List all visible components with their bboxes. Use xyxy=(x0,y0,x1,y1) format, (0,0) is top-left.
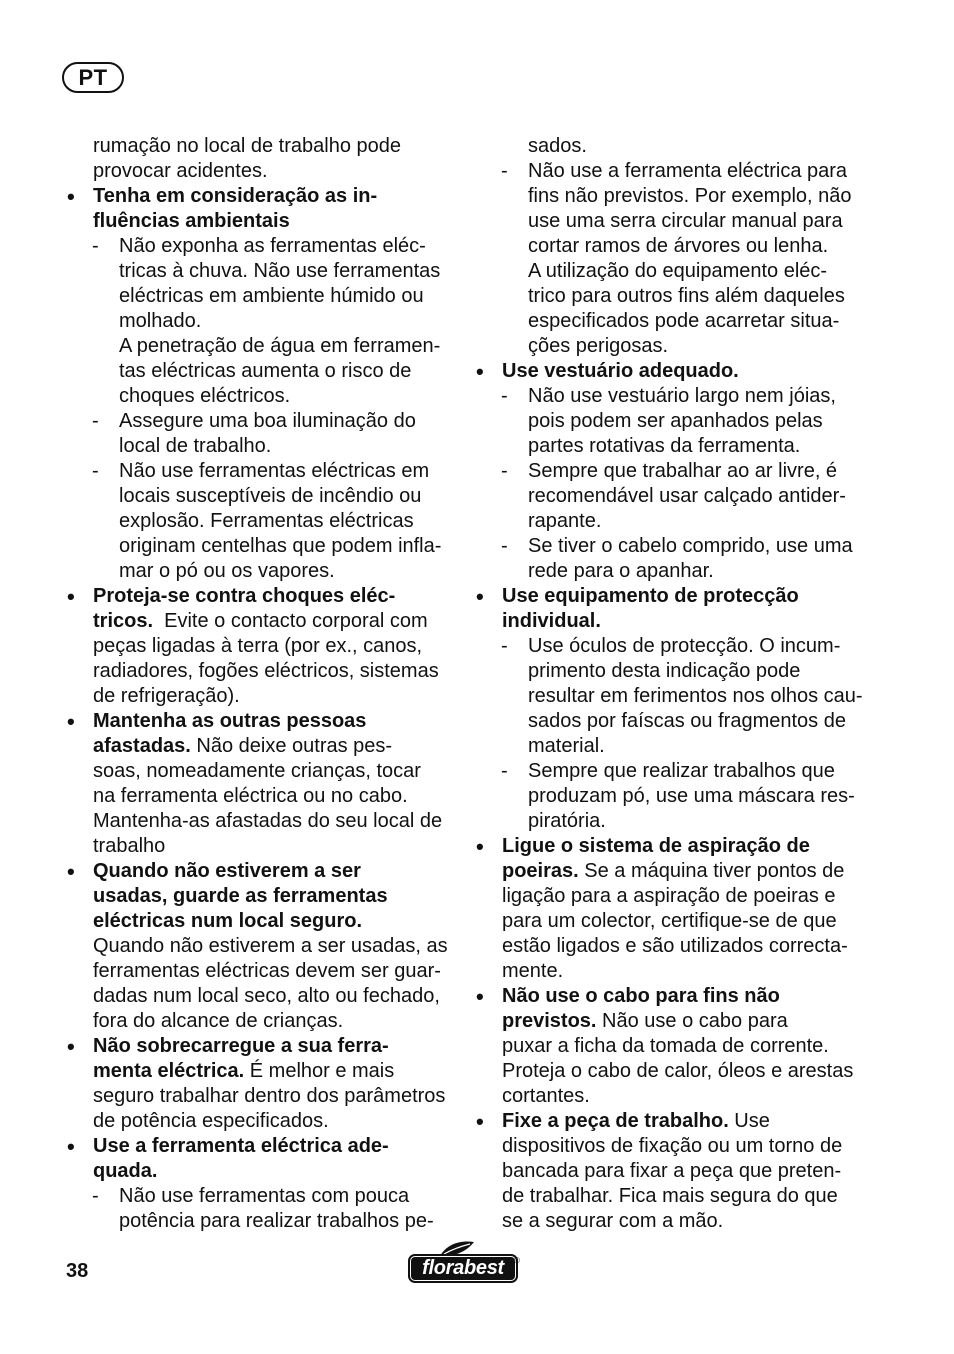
continued-sub-item xyxy=(502,134,862,159)
text-line: de potência especificados. xyxy=(93,1110,329,1132)
bullet-item xyxy=(67,184,453,234)
bold-text: menta eléctrica. xyxy=(93,1060,245,1082)
bullet-marker: • xyxy=(67,859,75,884)
bold-text: eléctricas num local seguro. xyxy=(93,910,362,932)
dash-marker: - xyxy=(501,160,508,182)
left-column xyxy=(67,134,453,1234)
text-line: locais susceptíveis de incêndio ou xyxy=(119,485,422,507)
bullet-marker: • xyxy=(67,1034,75,1059)
bullet-item xyxy=(476,359,862,384)
bold-text: Mantenha as outras pessoas xyxy=(93,710,367,732)
bullet-marker: • xyxy=(67,184,75,209)
text-line: Não exponha as ferramentas eléc- xyxy=(119,235,426,257)
bold-text: Não sobrecarregue a sua ferra- xyxy=(93,1035,389,1057)
text-line: Sempre que realizar trabalhos que xyxy=(528,760,835,782)
bullet-marker: • xyxy=(67,584,75,609)
text-line: primento desta indicação pode xyxy=(528,660,801,682)
bullet-marker: • xyxy=(476,834,484,859)
bold-text: individual. xyxy=(502,610,601,632)
text-line: fins não previstos. Por exemplo, não xyxy=(528,185,852,207)
page-number: 38 xyxy=(66,1260,89,1282)
text-line: rumação no local de trabalho pode xyxy=(93,135,401,157)
text-line xyxy=(93,184,453,209)
bold-text: Use vestuário adequado. xyxy=(502,360,739,382)
text-line: rede para o apanhar. xyxy=(528,560,714,582)
body-text: Não deixe outras pes- xyxy=(190,735,393,757)
florabest-logo xyxy=(406,1240,522,1286)
text-line: seguro trabalhar dentro dos parâmetros xyxy=(93,1085,446,1107)
text-line xyxy=(93,884,453,909)
bold-text: Ligue o sistema de aspiração de xyxy=(502,835,810,857)
right-column xyxy=(476,134,863,1234)
text-line xyxy=(502,1109,862,1134)
text-line xyxy=(93,1034,453,1059)
bullet-marker: • xyxy=(476,359,484,384)
dash-marker: - xyxy=(501,535,508,557)
text-line xyxy=(93,859,453,884)
text-line: Não use ferramentas eléctricas em xyxy=(119,460,430,482)
registered-mark: ® xyxy=(514,1256,520,1265)
text-line: local de trabalho. xyxy=(119,435,272,457)
text-line: tas eléctricas aumenta o risco de xyxy=(119,360,412,382)
text-line: trico para outros fins além daqueles xyxy=(528,285,845,307)
text-line: resultar em ferimentos nos olhos cau- xyxy=(528,685,863,707)
sub-item xyxy=(93,459,453,584)
text-line: peças ligadas à terra (por ex., canos, xyxy=(93,635,423,657)
text-line: Não use vestuário largo nem jóias, xyxy=(528,385,836,407)
text-line xyxy=(502,1009,862,1034)
sub-item xyxy=(93,234,453,409)
text-line xyxy=(502,359,862,384)
text-line xyxy=(93,1134,453,1159)
bold-text: poeiras. xyxy=(502,860,579,882)
text-line: recomendável usar calçado antider- xyxy=(528,485,846,507)
dash-marker: - xyxy=(501,385,508,407)
continued-paragraph xyxy=(93,134,453,184)
text-line: eléctricas em ambiente húmido ou xyxy=(119,285,424,307)
text-line: use uma serra circular manual para xyxy=(528,210,843,232)
text-line: piratória. xyxy=(528,810,606,832)
text-line xyxy=(502,609,862,634)
text-line: material. xyxy=(528,735,605,757)
dash-marker: - xyxy=(501,635,508,657)
bullet-item xyxy=(476,834,862,984)
language-badge: PT xyxy=(62,62,124,93)
bold-text: usadas, guarde as ferramentas xyxy=(93,885,388,907)
text-line: sados por faíscas ou fragmentos de xyxy=(528,710,846,732)
bold-text: Quando não estiverem a ser xyxy=(93,860,361,882)
text-line: produzam pó, use uma máscara res- xyxy=(528,785,855,807)
text-line: ligação para a aspiração de poeiras e xyxy=(502,885,836,907)
dash-marker: - xyxy=(92,235,99,257)
bullet-item xyxy=(67,584,453,709)
sub-item xyxy=(502,459,862,534)
dash-marker: - xyxy=(92,410,99,432)
dash-marker: - xyxy=(92,1185,99,1207)
bold-text: previstos. xyxy=(502,1010,597,1032)
bold-text: Use a ferramenta eléctrica ade- xyxy=(93,1135,389,1157)
text-line: radiadores, fogões eléctricos, sistemas xyxy=(93,660,439,682)
text-line xyxy=(93,609,453,634)
bold-text: Não use o cabo para fins não xyxy=(502,985,780,1007)
text-line: cortantes. xyxy=(502,1085,590,1107)
body-text: Use xyxy=(728,1110,770,1132)
text-line: provocar acidentes. xyxy=(93,160,268,182)
bold-text: tricos. xyxy=(93,610,154,632)
text-line xyxy=(93,1159,453,1184)
dash-marker: - xyxy=(501,760,508,782)
text-line: dadas num local seco, alto ou fechado, xyxy=(93,985,440,1007)
bullet-marker: • xyxy=(476,584,484,609)
text-line: Não use ferramentas com pouca xyxy=(119,1185,410,1207)
bullet-item xyxy=(476,984,862,1109)
sub-item xyxy=(502,384,862,459)
bold-text: Fixe a peça de trabalho. xyxy=(502,1110,729,1132)
text-line xyxy=(502,859,862,884)
text-line: se a segurar com a mão. xyxy=(502,1210,724,1232)
text-line: na ferramenta eléctrica ou no cabo. xyxy=(93,785,408,807)
text-line: mente. xyxy=(502,960,564,982)
text-line: originam centelhas que podem infla- xyxy=(119,535,442,557)
text-line xyxy=(93,909,453,934)
text-line: especificados pode acarretar situa- xyxy=(528,310,840,332)
text-line xyxy=(93,734,453,759)
bullet-marker: • xyxy=(476,1109,484,1134)
sub-item xyxy=(502,634,862,759)
text-line: para um colector, certifique-se de que xyxy=(502,910,837,932)
bullet-item xyxy=(67,1134,453,1184)
text-line: potência para realizar trabalhos pe- xyxy=(119,1210,434,1232)
text-line: dispositivos de fixação ou um torno de xyxy=(502,1135,843,1157)
text-line: mar o pó ou os vapores. xyxy=(119,560,335,582)
text-line: ções perigosas. xyxy=(528,335,669,357)
text-line xyxy=(502,834,862,859)
bullet-item xyxy=(67,709,453,859)
bullet-item xyxy=(67,859,453,1034)
text-line xyxy=(93,709,453,734)
text-line: Não use a ferramenta eléctrica para xyxy=(528,160,848,182)
text-line: ferramentas eléctricas devem ser guar- xyxy=(93,960,441,982)
text-line xyxy=(502,984,862,1009)
text-line: Mantenha-as afastadas do seu local de xyxy=(93,810,443,832)
text-line: sados. xyxy=(528,135,587,157)
dash-marker: - xyxy=(92,460,99,482)
bold-text: Proteja-se contra choques eléc- xyxy=(93,585,396,607)
bullet-item xyxy=(67,1034,453,1134)
text-line: de refrigeração). xyxy=(93,685,240,707)
text-line: Assegure uma boa iluminação do xyxy=(119,410,416,432)
text-line: explosão. Ferramentas eléctricas xyxy=(119,510,414,532)
text-line: pois podem ser apanhados pelas xyxy=(528,410,823,432)
text-line: tricas à chuva. Não use ferramentas xyxy=(119,260,441,282)
text-line: fora do alcance de crianças. xyxy=(93,1010,344,1032)
text-line: Sempre que trabalhar ao ar livre, é xyxy=(528,460,838,482)
sub-item xyxy=(502,759,862,834)
text-line: soas, nomeadamente crianças, tocar xyxy=(93,760,421,782)
logo-badge xyxy=(408,1254,518,1283)
text-line: rapante. xyxy=(528,510,602,532)
sub-item xyxy=(93,1184,453,1234)
bullet-marker: • xyxy=(67,1134,75,1159)
text-line: puxar a ficha da tomada de corrente. xyxy=(502,1035,829,1057)
body-text: É melhor e mais xyxy=(244,1060,395,1082)
text-line: estão ligados e são utilizados correcta- xyxy=(502,935,848,957)
bold-text: Tenha em consideração as in- xyxy=(93,185,378,207)
text-line: Use óculos de protecção. O incum- xyxy=(528,635,841,657)
body-text: Evite o contacto corporal com xyxy=(153,610,428,632)
bullet-item xyxy=(476,1109,862,1234)
sub-item xyxy=(502,159,862,359)
text-line: Quando não estiverem a ser usadas, as xyxy=(93,935,448,957)
text-line xyxy=(93,1059,453,1084)
sub-item xyxy=(93,409,453,459)
text-line xyxy=(502,584,862,609)
logo-text: florabest xyxy=(410,1256,516,1281)
text-line: A penetração de água em ferramen- xyxy=(119,335,441,357)
bullet-marker: • xyxy=(67,709,75,734)
text-line: Proteja o cabo de calor, óleos e arestas xyxy=(502,1060,854,1082)
bullet-item xyxy=(476,584,862,634)
text-line: A utilização do equipamento eléc- xyxy=(528,260,828,282)
text-line xyxy=(93,209,453,234)
bold-text: fluências ambientais xyxy=(93,210,290,232)
text-line: cortar ramos de árvores ou lenha. xyxy=(528,235,829,257)
dash-marker: - xyxy=(501,460,508,482)
bold-text: Use equipamento de protecção xyxy=(502,585,799,607)
sub-item xyxy=(502,534,862,584)
body-text: Se a máquina tiver pontos de xyxy=(578,860,845,882)
text-line: Se tiver o cabelo comprido, use uma xyxy=(528,535,853,557)
text-line: trabalho xyxy=(93,835,166,857)
bold-text: quada. xyxy=(93,1160,158,1182)
text-line: de trabalhar. Fica mais segura do que xyxy=(502,1185,838,1207)
text-line: choques eléctricos. xyxy=(119,385,291,407)
body-text: Não use o cabo para xyxy=(596,1010,788,1032)
bullet-marker: • xyxy=(476,984,484,1009)
text-line: partes rotativas da ferramenta. xyxy=(528,435,801,457)
bold-text: afastadas. xyxy=(93,735,191,757)
text-line: molhado. xyxy=(119,310,202,332)
text-line xyxy=(93,584,453,609)
text-line: bancada para fixar a peça que preten- xyxy=(502,1160,842,1182)
